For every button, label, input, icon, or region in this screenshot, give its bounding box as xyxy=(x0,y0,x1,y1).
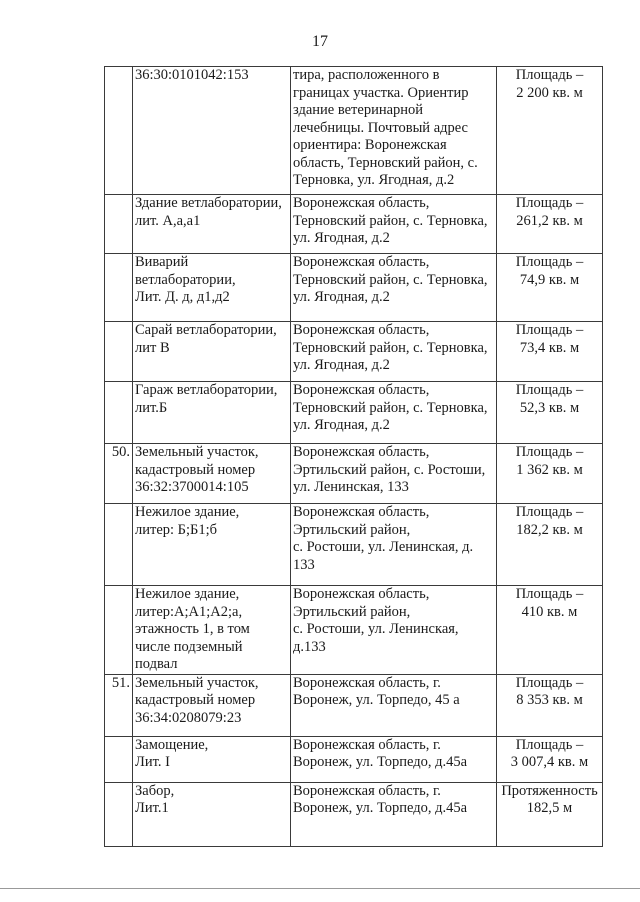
object-area: Площадь – 52,3 кв. м xyxy=(515,382,584,416)
table-row xyxy=(105,254,603,322)
row-number xyxy=(105,322,133,382)
object-address: Воронежская область, Терновский район, с. Терновка, ул. Ягодная, д.2 xyxy=(291,254,497,322)
object-name: Нежилое здание, литер: Б;Б1;б xyxy=(133,504,291,586)
object-address: тира, расположенного в границах участка. Ориентир здание ветеринарной лечебницы. Почтовый адрес ориентира: Воронежская область, Терновский район, с. Терновка, ул. Ягодная, д.2 xyxy=(291,67,497,195)
table-row xyxy=(105,782,603,846)
object-name: Замощение, Лит. I xyxy=(133,736,291,782)
row-number xyxy=(105,736,133,782)
object-name: Здание ветлаборатории, лит. А,а,а1 xyxy=(133,195,291,254)
row-number: 50. xyxy=(105,444,133,504)
page-bottom-rule xyxy=(0,888,640,889)
property-table xyxy=(104,66,603,847)
object-area: Площадь – 2 200 кв. м xyxy=(515,67,584,101)
object-address: Воронежская область, Терновский район, с. Терновка, ул. Ягодная, д.2 xyxy=(291,382,497,444)
object-area: Площадь – 74,9 кв. м xyxy=(515,254,584,288)
row-number: 51. xyxy=(105,674,133,736)
object-address: Воронежская область, г. Воронеж, ул. Торпедо, д.45а xyxy=(291,736,497,782)
object-area: Площадь – 8 353 кв. м xyxy=(515,674,584,708)
object-name: Земельный участок, кадастровый номер 36:32:3700014:105 xyxy=(133,444,291,504)
table-row xyxy=(105,382,603,444)
row-number xyxy=(105,586,133,675)
object-name: Сарай ветлаборатории, лит В xyxy=(133,322,291,382)
object-address: Воронежская область, Эртильский район, с. Ростоши, ул. Ленинская, 133 xyxy=(291,444,497,504)
object-address: Воронежская область, Эртильский район, с. Ростоши, ул. Ленинская, д.133 xyxy=(291,586,497,675)
table-row xyxy=(105,67,603,195)
object-area: Площадь – 182,2 кв. м xyxy=(515,504,584,538)
page-number: 17 xyxy=(312,33,328,50)
object-address: Воронежская область, Терновский район, с. Терновка, ул. Ягодная, д.2 xyxy=(291,322,497,382)
object-name: Нежилое здание, литер:А;А1;А2;а, этажность 1, в том числе подземный подвал xyxy=(133,586,291,675)
row-number xyxy=(105,782,133,846)
object-name: Виварий ветлаборатории, Лит. Д. д, д1,д2 xyxy=(133,254,291,322)
table-row xyxy=(105,736,603,782)
table-row xyxy=(105,674,603,736)
object-name: Гараж ветлаборатории, лит.Б xyxy=(133,382,291,444)
table-row xyxy=(105,444,603,504)
object-area: Площадь – 73,4 кв. м xyxy=(515,322,584,356)
object-area: Площадь – 410 кв. м xyxy=(515,586,584,620)
object-area: Протяженность 182,5 м xyxy=(501,782,598,816)
object-name: Забор, Лит.1 xyxy=(133,782,291,846)
table-row xyxy=(105,322,603,382)
object-name: Земельный участок, кадастровый номер 36:34:0208079:23 xyxy=(133,674,291,736)
object-address: Воронежская область, г. Воронеж, ул. Торпедо, д.45а xyxy=(291,782,497,846)
row-number xyxy=(105,504,133,586)
table-row xyxy=(105,195,603,254)
object-address: Воронежская область, г. Воронеж, ул. Торпедо, 45 а xyxy=(291,674,497,736)
object-address: Воронежская область, Терновский район, с. Терновка, ул. Ягодная, д.2 xyxy=(291,195,497,254)
object-name: 36:30:0101042:153 xyxy=(133,67,291,195)
row-number xyxy=(105,67,133,195)
object-area: Площадь – 3 007,4 кв. м xyxy=(510,736,589,770)
object-area: Площадь – 1 362 кв. м xyxy=(515,444,584,478)
object-address: Воронежская область, Эртильский район, с. Ростоши, ул. Ленинская, д. 133 xyxy=(291,504,497,586)
table-row xyxy=(105,586,603,675)
object-area: Площадь – 261,2 кв. м xyxy=(515,195,584,229)
row-number xyxy=(105,254,133,322)
row-number xyxy=(105,195,133,254)
row-number xyxy=(105,382,133,444)
table-row xyxy=(105,504,603,586)
